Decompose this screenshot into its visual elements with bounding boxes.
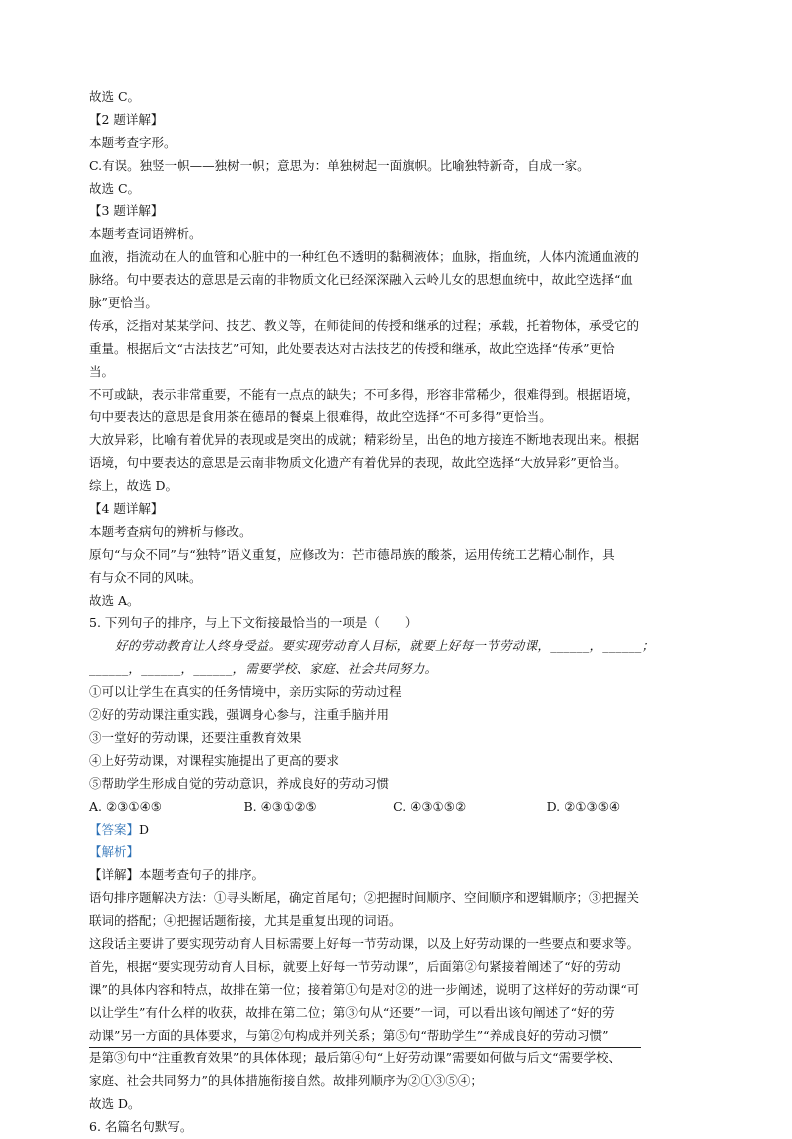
sentence-item: ④上好劳动课，对课程实施提出了更高的要求 [89,752,340,768]
answer-options [89,796,701,819]
question-stem: 5. 下列句子的排序，与上下文衔接最恰当的一项是（ ） [89,615,418,631]
sentence-item: ②好的劳动课注重实践，强调身心参与，注重手脑并用 [89,707,390,723]
text-line: 首先，根据“要实现劳动育人目标，就要上好每一节劳动课”，后面第②句紧接着阐述了“好的劳动 [89,958,621,974]
text-line: 脉”更恰当。 [89,295,158,311]
text-line: C.有误。独竖一帜——独树一帜；意思为：单独树起一面旗帜。比喻独特新奇，自成一家。 [89,157,590,173]
text-line: 课”的具体内容和特点，故排在第一位；接着第①句是对②的进一步阐述，说明了这样好的劳动课“可 [89,981,640,997]
footer-rule [89,1047,641,1048]
text-line: 本题考查字形。 [89,134,177,150]
text-line: 故选 C。 [89,180,141,196]
text-line: 脉络。句中要表达的意思是云南的非物质文化已经深深融入云岭儿女的思想血统中，故此空选择“血 [89,272,633,288]
document-page [89,86,701,1139]
analysis-label: 【解析】 [89,844,140,860]
sentence-item: ③一堂好的劳动课，还要注重教育效果 [89,729,302,745]
text-line: 不可或缺，表示非常重要，不能有一点点的缺失；不可多得，形容非常稀少，很难得到。根据语境， [89,386,640,402]
text-line: 当。 [89,363,115,379]
text-line: 血液，指流动在人的血管和心脏中的一种红色不透明的黏稠液体；血脉，指血统，人体内流通血液的 [89,249,640,265]
passage-line: ______，______，______，需要学校、家庭、社会共同努力。 [89,661,438,677]
text-line: 【详解】本题考查句子的排序。 [89,867,265,883]
text-line: 动课”另一方面的具体要求，与第②句构成并列关系；第⑤句“帮助学生”“养成良好的劳动习惯” [89,1027,609,1043]
text-line: 句中要表达的意思是食用茶在德昂的餐桌上很难得，故此空选择“不可多得”更恰当。 [89,409,552,425]
text-line: 家庭、社会共同努力”的具体措施衔接自然。故排列顺序为②①③⑤④； [89,1073,483,1089]
sentence-item: ①可以让学生在真实的任务情境中，亲历实际的劳动过程 [89,684,402,700]
text-line: 这段话主要讲了要实现劳动育人目标需要上好每一节劳动课，以及上好劳动课的一些要点和要求等。 [89,935,640,951]
text-line: 原句“与众不同”与“独特”语义重复，应修改为：芒市德昂族的酸茶，运用传统工艺精心制作，具 [89,546,615,562]
section-heading: 【2 题详解】 [89,111,164,127]
text-line: 以让学生”有什么样的收获，故排在第二位；第③句从“还要”一词，可以看出该句阐述了“好的劳 [89,1004,615,1020]
text-line: 传承，泛指对某某学问、技艺、教义等，在师徒间的传授和继承的过程；承载，托着物体，承受它的 [89,317,640,333]
text-line: 重量。根据后文“古法技艺”可知，此处要表达对古法技艺的传授和继承，故此空选择“传承”更恰 [89,340,615,356]
text-line: 本题考查词语辨析。 [89,226,202,242]
sentence-item: ⑤帮助学生形成自觉的劳动意识，养成良好的劳动习惯 [89,775,390,791]
text-line: 故选 C。 [89,89,141,104]
passage-line: 好的劳动教育让人终身受益。要实现劳动育人目标，就要上好每一节劳动课，______，______； [115,638,655,654]
text-line: 本题考查病句的辨析与修改。 [89,523,252,539]
text-line: 是第③句中“注重教育效果”的具体体现；最后第④句“上好劳动课”需要如何做与后文“需要学校、 [89,1050,621,1066]
section-heading: 【4 题详解】 [89,501,164,517]
option-d: D. ②①③⑤④ [546,798,621,814]
answer-line [89,819,701,842]
text-line: 综上，故选 D。 [89,478,178,494]
question-stem: 6. 名篇名句默写。 [89,1119,193,1135]
section-heading: 【3 题详解】 [89,203,164,219]
text-line: 语境，句中要表达的意思是云南非物质文化遗产有着优异的表现，故此空选择“大放异彩”更恰当。 [89,455,627,471]
text-line: 语句排序题解决方法：①寻头断尾，确定首尾句；②把握时间顺序、空间顺序和逻辑顺序；③把握关 [89,890,640,906]
answer-label: 【答案】 [89,821,140,837]
text-line: 联词的搭配；④把握话题衔接，尤其是重复出现的词语。 [89,913,402,929]
text-line: 有与众不同的风味。 [89,569,202,585]
option-b: B. ④③①②⑤ [243,798,317,814]
text-line: 故选 A。 [89,592,140,608]
text-line: 大放异彩，比喻有着优异的表现或是突出的成就；精彩纷呈，出色的地方接连不断地表现出来。根据 [89,432,640,448]
answer-value: D [139,821,150,837]
text-line: 故选 D。 [89,1096,141,1112]
option-c: C. ④③①⑤② [393,798,467,814]
option-a: A. ②③①④⑤ [89,798,163,814]
